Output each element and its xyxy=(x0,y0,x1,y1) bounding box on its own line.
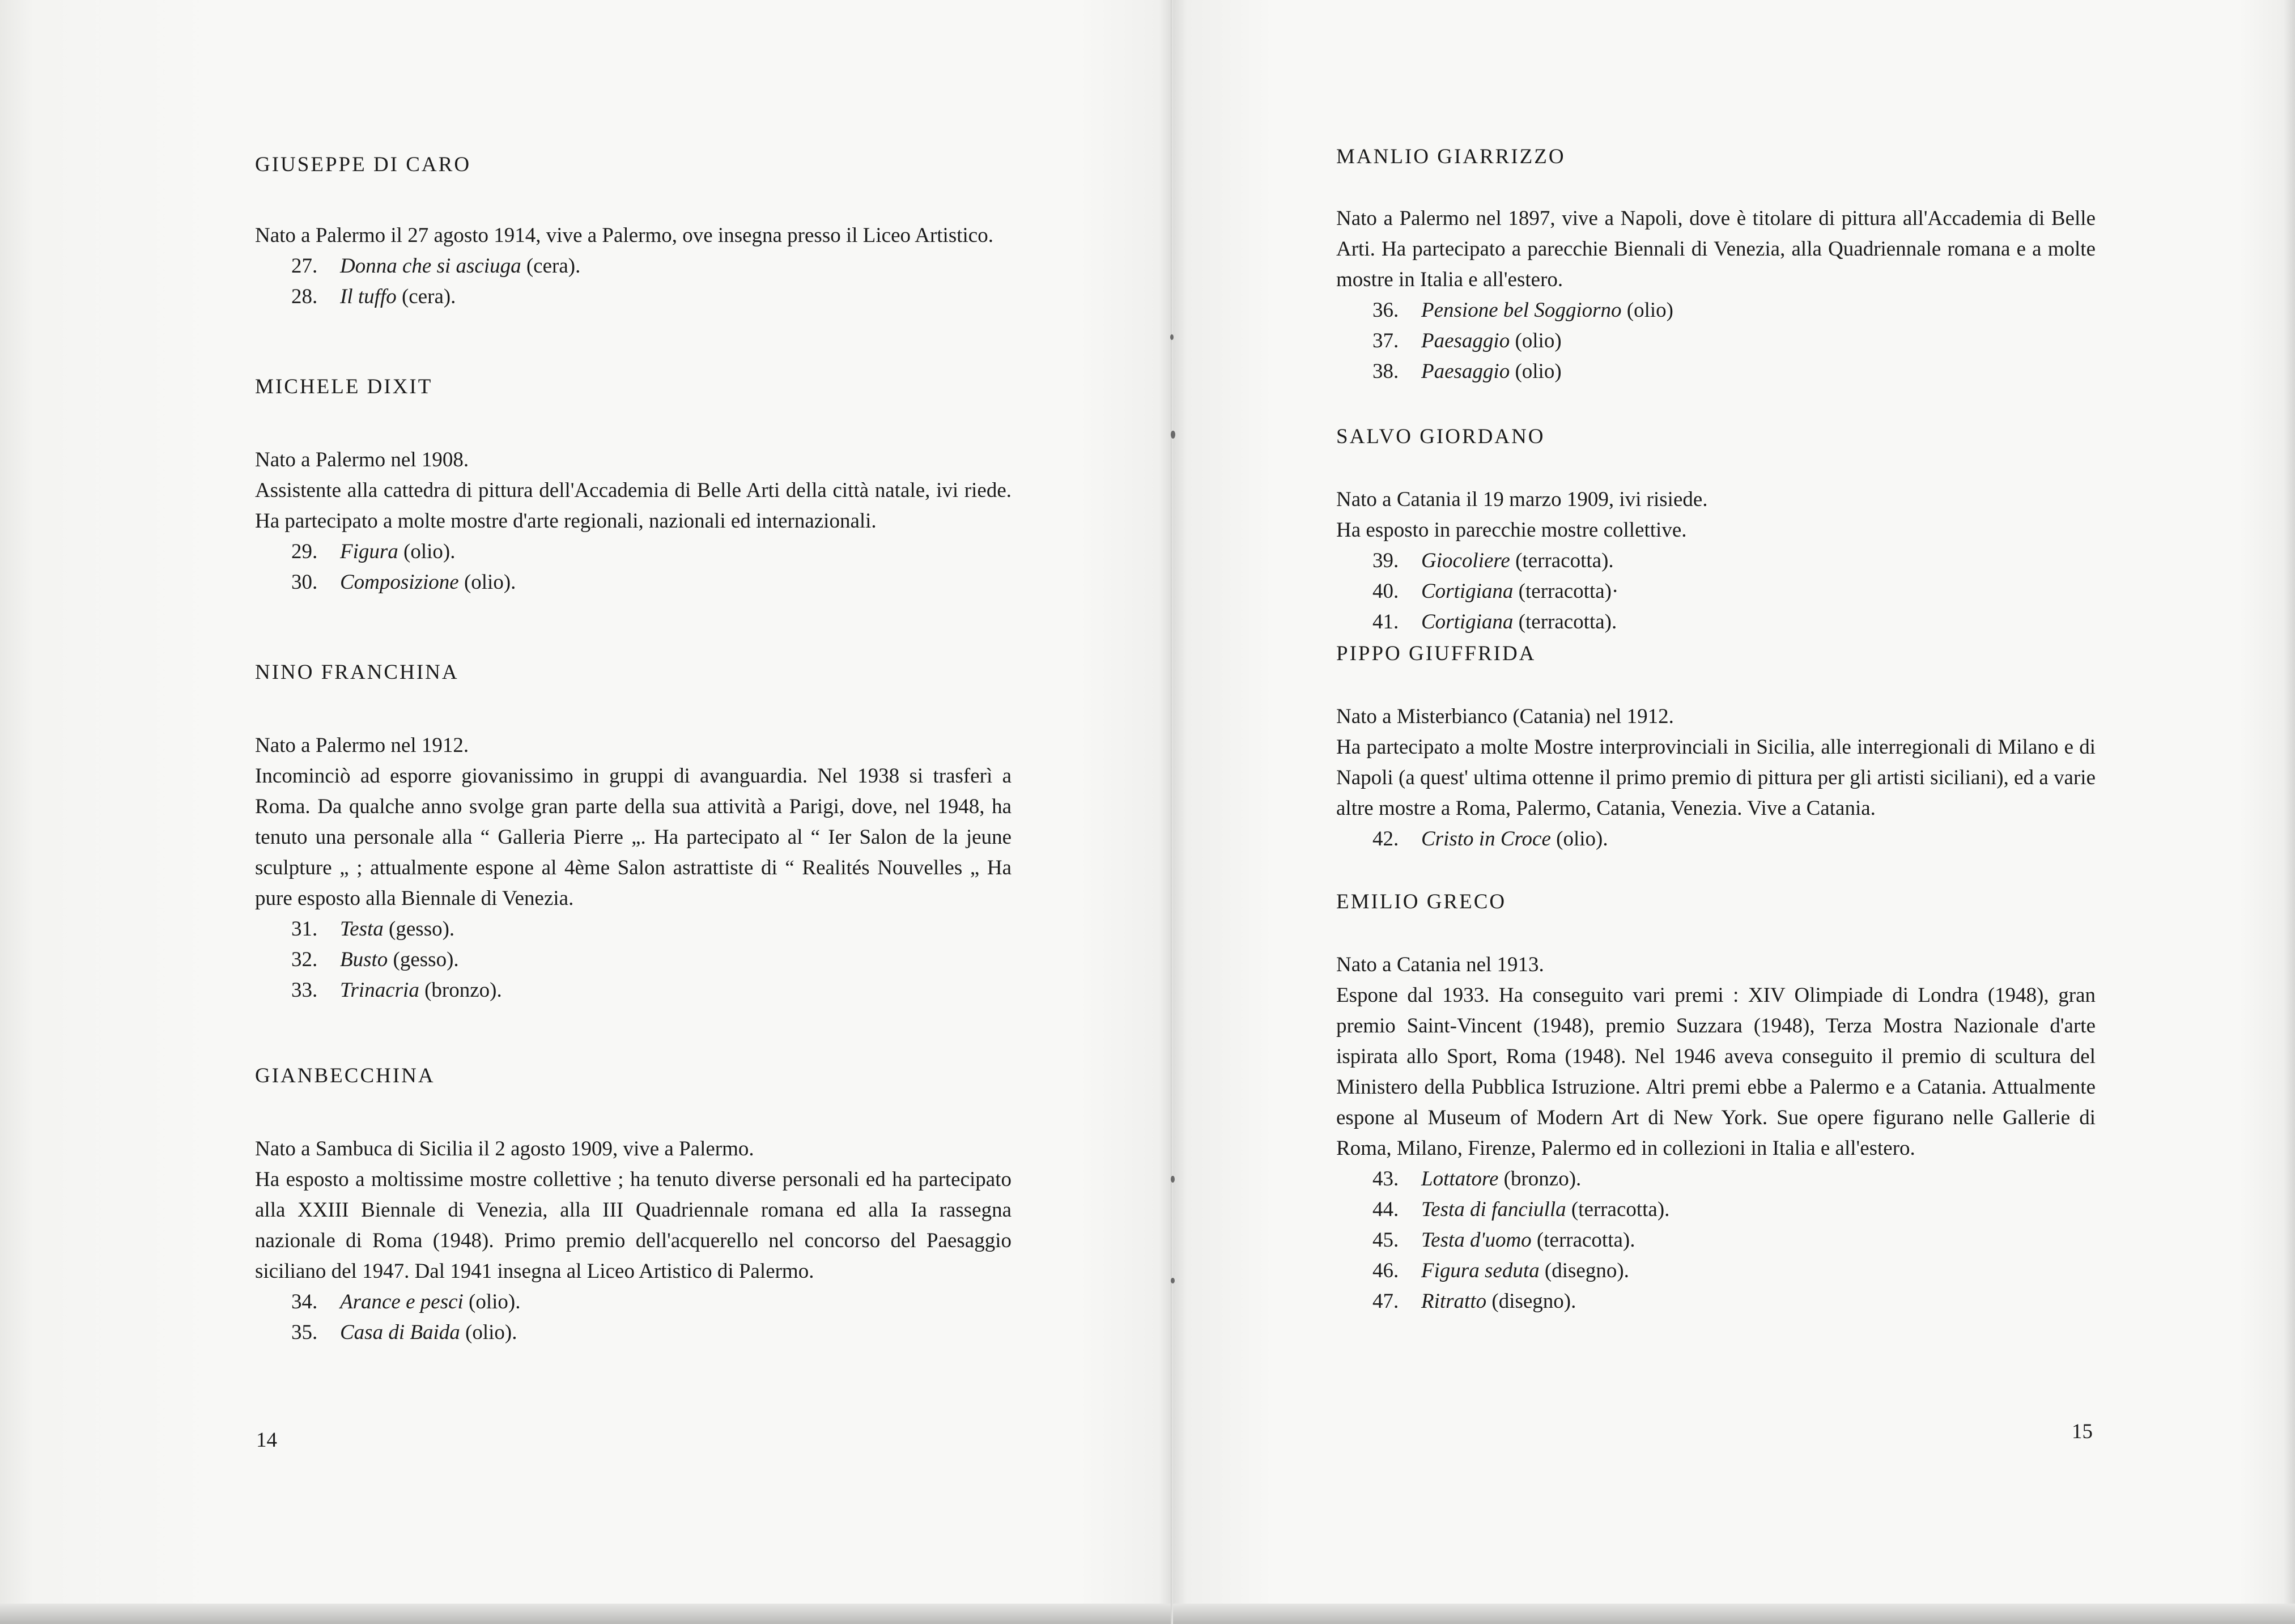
artist-bio: Ha esposto a moltissime mostre collettive ; ha tenuto diverse personali ed ha partecipato alla XXIII Biennale di Venezia, alla III Quadriennale romana ed alla Ia rassegna nazionale di Roma (1948). Primo premio dell'acquerello nel concorso del Paesaggio siciliano del 1947. Dal 1941 insegna al Liceo Artistico di Palermo. xyxy=(255,1168,1012,1283)
work-item: 40. Cortigiana (terracotta)· xyxy=(1372,580,1619,603)
artist-name: PIPPO GIUFFRIDA xyxy=(1336,642,1536,665)
artist-bio: Nato a Catania nel 1913. xyxy=(1336,953,1544,976)
artist-bio: Assistente alla cattedra di pittura dell'Accademia di Belle Arti della città natale, ivi riede. Ha partecipato a molte mostre d'arte regionali, nazionali ed internazionali. xyxy=(255,479,1012,533)
artist-entry-giarrizzo xyxy=(1336,146,2096,387)
artist-bio: Espone dal 1933. Ha conseguito vari premi : XIV Olimpiade di Londra (1948), gran premio Saint-Vincent (1948), premio Suzzara (1948), Terza Mostra Nazionale d'arte ispirata allo Sport, Roma (1948). Nel 1946 aveva conseguito il premio di scultura del Ministero della Pubblica Istruzione. Altri premi ebbe a Palermo e a Catania. Attualmente espone al Museum of Modern Art di New York. Sue opere figurano nelle Gallerie di Roma, Milano, Firenze, Palermo ed in collezioni in Italia e all'estero. xyxy=(1336,984,2096,1160)
dust-speck xyxy=(1170,334,1174,340)
artist-entry-gianbecchina xyxy=(255,1065,1012,1348)
artist-bio: Nato a Palermo il 27 agosto 1914, vive a Palermo, ove insegna presso il Liceo Artistico. xyxy=(255,224,993,247)
works-list xyxy=(255,914,1012,1006)
work-item: 35. Casa di Baida (olio). xyxy=(291,1321,517,1344)
page-edge-shadow xyxy=(0,1604,1173,1624)
work-item: 47. Ritratto (disegno). xyxy=(1372,1290,1576,1313)
work-item: 43. Lottatore (bronzo). xyxy=(1372,1167,1582,1191)
artist-bio: Nato a Palermo nel 1908. xyxy=(255,448,469,471)
artist-entry-giordano xyxy=(1336,426,2096,637)
artist-entry-giuffrida xyxy=(1336,643,2096,854)
artist-name: NINO FRANCHINA xyxy=(255,661,459,684)
work-item: 39. Giocoliere (terracotta). xyxy=(1372,549,1614,572)
work-item: 45. Testa d'uomo (terracotta). xyxy=(1372,1228,1635,1252)
artist-entry-di-caro xyxy=(255,154,1012,312)
work-item: 36. Pensione bel Soggiorno (olio) xyxy=(1372,299,1673,322)
artist-entry-dixit xyxy=(255,376,1012,598)
artist-name: SALVO GIORDANO xyxy=(1336,425,1545,448)
artist-bio: Nato a Palermo nel 1912. xyxy=(255,734,469,757)
page-edge-shadow xyxy=(1173,1604,2295,1624)
work-item: 44. Testa di fanciulla (terracotta). xyxy=(1372,1198,1670,1221)
work-item: 32. Busto (gesso). xyxy=(291,948,459,971)
work-item: 46. Figura seduta (disegno). xyxy=(1372,1259,1629,1282)
work-item: 31. Testa (gesso). xyxy=(291,917,455,941)
work-item: 30. Composizione (olio). xyxy=(291,571,516,594)
artist-name: EMILIO GRECO xyxy=(1336,890,1507,913)
dust-speck xyxy=(1171,1278,1175,1283)
works-list xyxy=(255,1287,1012,1348)
works-list xyxy=(1336,295,2096,387)
work-item: 27. Donna che si asciuga (cera). xyxy=(291,254,581,278)
artist-name: MANLIO GIARRIZZO xyxy=(1336,145,1566,168)
artist-bio: Ha esposto in parecchie mostre collettive. xyxy=(1336,518,1687,542)
work-item: 42. Cristo in Croce (olio). xyxy=(1372,827,1608,851)
works-list xyxy=(255,537,1012,598)
work-item: 38. Paesaggio (olio) xyxy=(1372,360,1562,383)
artist-bio: Nato a Misterbianco (Catania) nel 1912. xyxy=(1336,705,1674,728)
artist-name: GIUSEPPE DI CARO xyxy=(255,153,471,176)
page-number: 15 xyxy=(2072,1420,2093,1443)
artist-bio: Ha partecipato a molte Mostre interprovinciali in Sicilia, alle interregionali di Milano e di Napoli (a quest' ultima ottenne il primo premio di pittura per gli artisti siciliani), ed a varie altre mostre a Roma, Palermo, Catania, Venezia. Vive a Catania. xyxy=(1336,736,2096,820)
artist-entry-franchina xyxy=(255,662,1012,1006)
artist-bio: Nato a Sambuca di Sicilia il 2 agosto 1909, vive a Palermo. xyxy=(255,1137,754,1160)
page-number: 14 xyxy=(256,1429,277,1452)
artist-bio: Nato a Palermo nel 1897, vive a Napoli, dove è titolare di pittura all'Accademia di Belle Arti. Ha partecipato a parecchie Biennali di Venezia, alla Quadriennale romana e a molte mostre in Italia e all'estero. xyxy=(1336,207,2096,291)
artist-name: GIANBECCHINA xyxy=(255,1064,435,1087)
work-item: 29. Figura (olio). xyxy=(291,540,456,563)
works-list xyxy=(1336,546,2096,637)
work-item: 37. Paesaggio (olio) xyxy=(1372,329,1562,352)
work-item: 34. Arance e pesci (olio). xyxy=(291,1290,521,1313)
works-list xyxy=(255,251,1012,312)
dust-speck xyxy=(1171,431,1175,439)
artist-name: MICHELE DIXIT xyxy=(255,375,433,398)
artist-bio: Incominciò ad esporre giovanissimo in gruppi di avanguardia. Nel 1938 si trasferì a Roma. Da qualche anno svolge gran parte della sua attività a Parigi, dove, nel 1948, ha tenuto una personale alla “ Galleria Pierre „. Ha partecipato al “ Ier Salon de la jeune sculpture „ ; attualmente espone al 4ème Salon astrattiste di “ Realités Nouvelles „ Ha pure esposto alla Biennale di Venezia. xyxy=(255,764,1012,910)
work-item: 28. Il tuffo (cera). xyxy=(291,285,456,308)
dust-speck xyxy=(1171,1176,1175,1183)
work-item: 41. Cortigiana (terracotta). xyxy=(1372,610,1617,634)
artist-entry-greco xyxy=(1336,891,2096,1317)
works-list xyxy=(1336,1164,2096,1317)
works-list xyxy=(1336,824,2096,854)
artist-bio: Nato a Catania il 19 marzo 1909, ivi risiede. xyxy=(1336,488,1708,511)
work-item: 33. Trinacria (bronzo). xyxy=(291,979,502,1002)
